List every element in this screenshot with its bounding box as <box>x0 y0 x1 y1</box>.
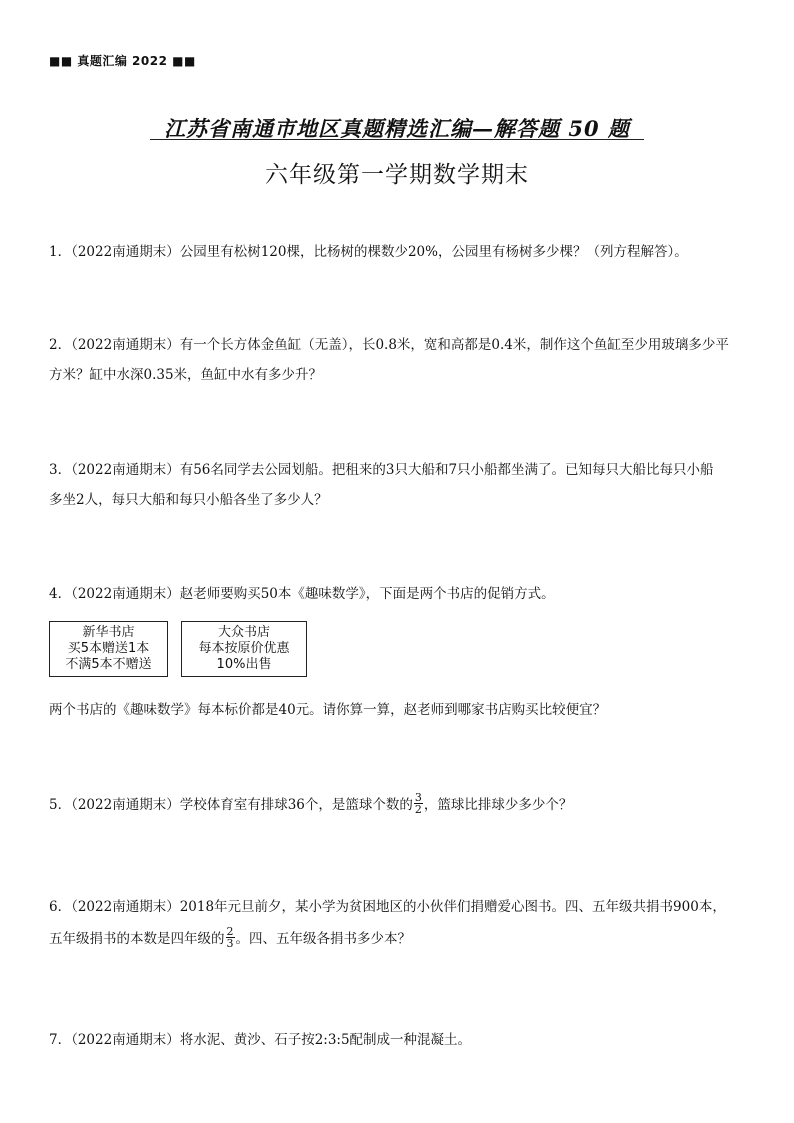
question-text-before: 5．（2022南通期末）学校体育室有排球36个，是篮球个数的 <box>49 797 413 813</box>
question-text: 3．（2022南通期末）有56名同学去公园划船。把租来的3只大船和7只小船都坐满了。已知每只大船比每只小船 <box>49 462 714 478</box>
question-4 <box>49 579 749 609</box>
store-box-dazhong <box>181 621 307 677</box>
question-text: 4．（2022南通期末）赵老师要购买50本《趣味数学》，下面是两个书店的促销方式。 <box>49 586 555 602</box>
fraction <box>414 792 423 815</box>
question-text: 两个书店的《趣味数学》每本标价都是40元。请你算一算，赵老师到哪家书店购买比较便宜？ <box>49 702 607 718</box>
fraction <box>226 926 235 949</box>
question-text-after: 。四、五年级各捐书多少本？ <box>235 931 411 947</box>
question-4-continued <box>49 695 749 725</box>
fraction-numerator: 2 <box>226 925 234 938</box>
question-text <box>49 790 749 820</box>
question-text: 1．（2022南通期末）公园里有松树120棵，比杨树的棵数少20%，公园里有杨树多少棵？（列方程解答）。 <box>49 244 688 260</box>
store-name: 新华书店 <box>82 625 135 640</box>
question-text: 7．（2022南通期末）将水泥、黄沙、石子按2:3:5配制成一种混凝土。 <box>49 1032 472 1048</box>
question-text: 6．（2022南通期末）2018年元旦前夕，某小学为贫困地区的小伙伴们捐赠爱心图书。四、五年级共捐书900本， <box>49 899 726 915</box>
store-name: 大众书店 <box>217 625 270 640</box>
question-text-before: 五年级捐书的本数是四年级的 <box>49 931 225 947</box>
fraction-denominator: 3 <box>226 937 234 950</box>
fraction-denominator: 2 <box>414 803 422 816</box>
question-2 <box>49 330 749 390</box>
title-underline <box>150 139 644 140</box>
header-tag: ■■ 真题汇编 2022 ■■ <box>49 54 196 68</box>
question-7 <box>49 1025 749 1055</box>
store-box-xinhua <box>49 621 168 677</box>
question-text <box>49 924 749 954</box>
store-promo-line: 10%出售 <box>216 657 272 672</box>
question-text: 多坐2人，每只大船和每只小船各坐了多少人？ <box>49 492 328 508</box>
question-text: 方米？缸中水深0.35米，鱼缸中水有多少升？ <box>49 367 323 383</box>
question-6 <box>49 892 749 954</box>
store-promo-line: 不满5本不赠送 <box>65 657 152 672</box>
question-1 <box>49 237 749 267</box>
store-promotions <box>49 621 449 679</box>
question-text: 2．（2022南通期末）有一个长方体金鱼缸（无盖），长0.8米，宽和高都是0.4米，制作这个鱼缸至少用玻璃多少平 <box>49 337 729 353</box>
question-text-after: ，篮球比排球少多少个？ <box>423 797 573 813</box>
document-subtitle: 六年级第一学期数学期末 <box>265 162 529 188</box>
store-promo-line: 每本按原价优惠 <box>198 641 290 656</box>
question-5 <box>49 790 749 820</box>
question-3 <box>49 455 749 515</box>
fraction-numerator: 3 <box>414 791 422 804</box>
store-promo-line: 买5本赠送1本 <box>67 641 150 656</box>
document-title: 江苏省南通市地区真题精选汇编—解答题 50 题 <box>164 116 630 141</box>
